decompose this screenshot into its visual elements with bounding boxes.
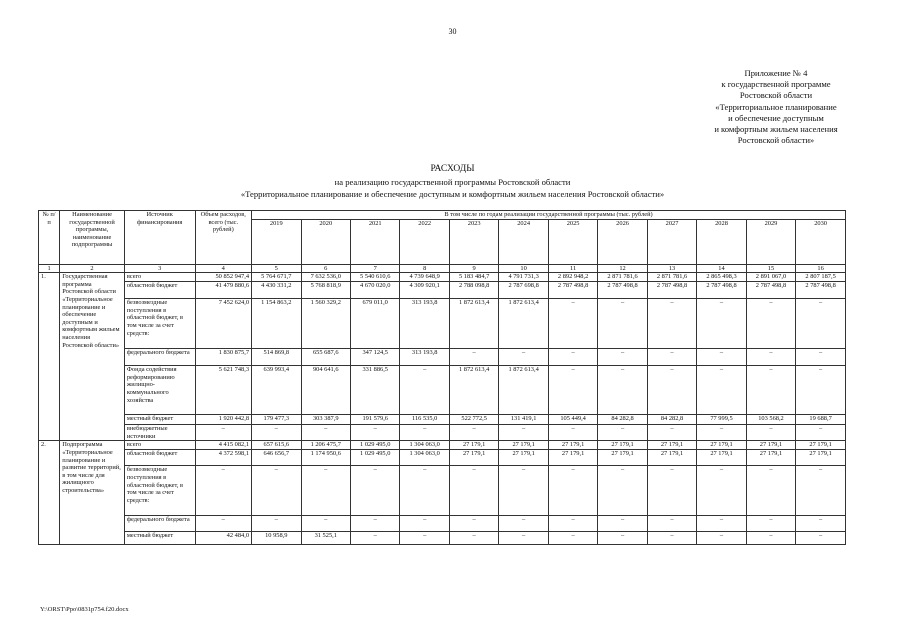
year-value: 19 688,7 — [796, 415, 846, 425]
year-value: 2 891 067,0 — [746, 273, 795, 282]
year-value: – — [598, 516, 647, 532]
appendix-line: к государственной программе — [721, 79, 831, 90]
header-year: 2019 — [252, 219, 301, 264]
year-value: – — [647, 366, 696, 415]
year-value: 4 670 020,0 — [350, 282, 399, 299]
year-value: 1 872 613,4 — [499, 299, 548, 349]
year-value: 27 179,1 — [697, 450, 746, 466]
volume-total: – — [195, 425, 252, 441]
volume-total: – — [195, 466, 252, 516]
year-value: 2 871 781,6 — [647, 273, 696, 282]
year-value: – — [252, 466, 301, 516]
funding-source: внебюджетные источники — [124, 425, 195, 441]
year-value: 179 477,3 — [252, 415, 301, 425]
year-value: 904 641,6 — [301, 366, 350, 415]
column-number: 11 — [548, 264, 597, 273]
volume-total: 1 830 875,7 — [195, 349, 252, 366]
year-value: 31 525,1 — [301, 532, 350, 545]
year-value: 522 772,5 — [449, 415, 498, 425]
year-value: 27 179,1 — [647, 450, 696, 466]
year-value: 655 687,6 — [301, 349, 350, 366]
year-value: 2 787 498,8 — [548, 282, 597, 299]
year-value: 2 787 698,8 — [499, 282, 548, 299]
header-year: 2024 — [499, 219, 548, 264]
year-value: 2 871 781,6 — [598, 273, 647, 282]
column-numbers-row — [39, 264, 846, 273]
year-value: 5 183 484,7 — [449, 273, 498, 282]
year-value: – — [301, 425, 350, 441]
volume-total: 50 852 947,4 — [195, 273, 252, 282]
column-number: 1 — [39, 264, 60, 273]
year-value: – — [796, 425, 846, 441]
year-value: 4 739 648,9 — [400, 273, 449, 282]
column-number: 7 — [350, 264, 399, 273]
volume-total: 41 479 880,6 — [195, 282, 252, 299]
column-number: 13 — [647, 264, 696, 273]
expenses-table — [38, 210, 846, 545]
year-value: – — [548, 516, 597, 532]
year-value: 27 179,1 — [548, 450, 597, 466]
year-value: – — [449, 466, 498, 516]
year-value: 27 179,1 — [746, 441, 795, 450]
year-value: 1 872 613,4 — [449, 366, 498, 415]
year-value: 2 892 948,2 — [548, 273, 597, 282]
year-value: 1 872 613,4 — [499, 366, 548, 415]
year-value: – — [598, 425, 647, 441]
year-value: 657 615,6 — [252, 441, 301, 450]
year-value: – — [697, 532, 746, 545]
year-value: – — [499, 466, 548, 516]
year-value: – — [449, 532, 498, 545]
header-year: 2020 — [301, 219, 350, 264]
appendix-line: и обеспечение доступным — [728, 112, 824, 123]
year-value: 4 309 920,1 — [400, 282, 449, 299]
year-value: 5 768 818,9 — [301, 282, 350, 299]
header-source: Источник финансирования — [124, 211, 195, 265]
year-value: 2 788 098,8 — [449, 282, 498, 299]
column-number: 12 — [598, 264, 647, 273]
year-value: 7 632 536,0 — [301, 273, 350, 282]
table-row — [39, 349, 846, 366]
table-row — [39, 415, 846, 425]
year-value: 2 787 498,8 — [697, 282, 746, 299]
year-value: 1 872 613,4 — [449, 299, 498, 349]
header-row — [39, 211, 846, 220]
header-name: Наименование государственной программы, наименование подпрограммы — [60, 211, 125, 265]
column-number: 9 — [449, 264, 498, 273]
year-value: – — [598, 299, 647, 349]
year-value: 116 535,0 — [400, 415, 449, 425]
year-value: – — [548, 466, 597, 516]
year-value: – — [499, 349, 548, 366]
year-value: 313 193,8 — [400, 349, 449, 366]
year-value: 2 787 498,8 — [598, 282, 647, 299]
year-value: – — [301, 516, 350, 532]
year-value: – — [400, 425, 449, 441]
table-row — [39, 366, 846, 415]
year-value: 27 179,1 — [746, 450, 795, 466]
year-value: – — [598, 366, 647, 415]
appendix-line: Ростовской области — [739, 90, 813, 101]
year-value: 84 282,8 — [598, 415, 647, 425]
year-value: 1 304 063,0 — [400, 441, 449, 450]
year-value: 10 958,9 — [252, 532, 301, 545]
year-value: – — [647, 516, 696, 532]
header-year: 2027 — [647, 219, 696, 264]
year-value: 313 193,8 — [400, 299, 449, 349]
year-value: – — [301, 466, 350, 516]
volume-total: 1 920 442,8 — [195, 415, 252, 425]
column-number: 5 — [252, 264, 301, 273]
year-value: 331 886,5 — [350, 366, 399, 415]
header-volume: Объем расходов, всего (тыс. рублей) — [195, 211, 252, 265]
year-value: 2 865 498,3 — [697, 273, 746, 282]
year-value: – — [746, 349, 795, 366]
header-year: 2023 — [449, 219, 498, 264]
year-value: – — [350, 466, 399, 516]
volume-total: – — [195, 516, 252, 532]
volume-total: 5 621 748,3 — [195, 366, 252, 415]
year-value: 131 419,1 — [499, 415, 548, 425]
header-num: № п/п — [39, 211, 60, 265]
row-number: 1. — [39, 273, 60, 441]
column-number: 8 — [400, 264, 449, 273]
year-value: – — [796, 516, 846, 532]
year-value: – — [499, 516, 548, 532]
funding-source: областной бюджет — [124, 282, 195, 299]
year-value: – — [697, 349, 746, 366]
year-value: – — [400, 516, 449, 532]
header-year: 2021 — [350, 219, 399, 264]
year-value: – — [252, 516, 301, 532]
volume-total: 42 484,0 — [195, 532, 252, 545]
year-value: – — [499, 425, 548, 441]
funding-source: федерального бюджета — [124, 349, 195, 366]
year-value: 4 791 731,3 — [499, 273, 548, 282]
year-value: 27 179,1 — [598, 450, 647, 466]
year-value: 27 179,1 — [647, 441, 696, 450]
year-value: – — [598, 532, 647, 545]
funding-source: безвозмездные поступления в областной бюджет, в том числе за счет средств: — [124, 466, 195, 516]
year-value: 2 787 498,8 — [647, 282, 696, 299]
column-number: 4 — [195, 264, 252, 273]
year-value: 4 430 331,2 — [252, 282, 301, 299]
year-value: – — [647, 532, 696, 545]
header-year: 2029 — [746, 219, 795, 264]
year-value: – — [796, 466, 846, 516]
document-subtitle: на реализацию государственной программы Ростовской области — [334, 177, 571, 187]
year-value: – — [746, 516, 795, 532]
year-value: 103 568,2 — [746, 415, 795, 425]
funding-source: Фонда содействия реформированию жилищно-коммунального хозяйства — [124, 366, 195, 415]
table-row — [39, 282, 846, 299]
year-value: – — [350, 532, 399, 545]
year-value: 5 764 671,7 — [252, 273, 301, 282]
table-row — [39, 273, 846, 282]
year-value: – — [548, 299, 597, 349]
volume-total: 4 372 598,1 — [195, 450, 252, 466]
column-number: 2 — [60, 264, 125, 273]
year-value: 27 179,1 — [697, 441, 746, 450]
table-row — [39, 450, 846, 466]
year-value: 27 179,1 — [449, 450, 498, 466]
year-value: – — [796, 366, 846, 415]
document-title: РАСХОДЫ — [430, 164, 475, 174]
year-value: 27 179,1 — [796, 441, 846, 450]
year-value: – — [697, 516, 746, 532]
funding-source: местный бюджет — [124, 415, 195, 425]
appendix-line: «Территориальное планирование — [715, 101, 837, 112]
year-value: – — [746, 299, 795, 349]
header-year: 2022 — [400, 219, 449, 264]
year-value: – — [697, 366, 746, 415]
year-value: 27 179,1 — [449, 441, 498, 450]
year-value: – — [252, 425, 301, 441]
year-value: 5 540 610,6 — [350, 273, 399, 282]
row-number: 2. — [39, 441, 60, 545]
appendix-line: и комфортным жильем населения — [714, 124, 838, 135]
appendix-line: Приложение № 4 — [744, 68, 808, 78]
year-value: – — [548, 532, 597, 545]
year-value: 1 206 475,7 — [301, 441, 350, 450]
document-subtitle-program: «Территориальное планирование и обеспечение доступным и комфортным жильем населения Ростовской области» — [240, 189, 665, 199]
year-value: 1 174 950,6 — [301, 450, 350, 466]
year-value: 1 154 863,2 — [252, 299, 301, 349]
funding-source: всего — [124, 441, 195, 450]
program-name: Подпрограмма «Территориальное планирование и развитие территорий, в том числе для жилищного строительства» — [60, 441, 125, 545]
file-path: Y:\ORST\Ppo\0831p754.f20.docx — [40, 606, 129, 613]
table-row — [39, 299, 846, 349]
year-value: – — [796, 349, 846, 366]
table-row — [39, 516, 846, 532]
year-value: – — [598, 466, 647, 516]
year-value: 84 282,8 — [647, 415, 696, 425]
year-value: 679 011,0 — [350, 299, 399, 349]
year-value: 1 304 063,0 — [400, 450, 449, 466]
year-value: – — [548, 366, 597, 415]
year-value: – — [449, 349, 498, 366]
year-value: – — [647, 466, 696, 516]
column-number: 16 — [796, 264, 846, 273]
year-value: 639 993,4 — [252, 366, 301, 415]
year-value: 191 579,6 — [350, 415, 399, 425]
appendix-block — [686, 68, 866, 146]
page-number: 30 — [448, 27, 457, 36]
year-value: 27 179,1 — [499, 450, 548, 466]
year-value: – — [548, 425, 597, 441]
header-year: 2025 — [548, 219, 597, 264]
program-name: Государственная программа Ростовской области «Территориальное планирование и обеспечение доступным и комфортным жильем населения Ростовской области» — [60, 273, 125, 441]
year-value: – — [697, 466, 746, 516]
year-value: 303 387,9 — [301, 415, 350, 425]
column-number: 10 — [499, 264, 548, 273]
year-value: – — [647, 425, 696, 441]
year-value: – — [796, 532, 846, 545]
year-value: 514 869,8 — [252, 349, 301, 366]
year-value: 2 787 498,8 — [746, 282, 795, 299]
year-value: 105 449,4 — [548, 415, 597, 425]
year-value: 77 999,5 — [697, 415, 746, 425]
year-value: 646 656,7 — [252, 450, 301, 466]
table-row — [39, 532, 846, 545]
funding-source: всего — [124, 273, 195, 282]
year-value: – — [350, 425, 399, 441]
year-value: – — [400, 532, 449, 545]
column-number: 6 — [301, 264, 350, 273]
year-value: – — [400, 466, 449, 516]
year-value: – — [746, 366, 795, 415]
funding-source: местный бюджет — [124, 532, 195, 545]
year-value: – — [746, 425, 795, 441]
year-value: – — [697, 425, 746, 441]
year-value: 27 179,1 — [499, 441, 548, 450]
year-value: 27 179,1 — [598, 441, 647, 450]
funding-source: федерального бюджета — [124, 516, 195, 532]
column-number: 14 — [697, 264, 746, 273]
volume-total: 7 452 624,0 — [195, 299, 252, 349]
year-value: – — [499, 532, 548, 545]
year-value: – — [796, 299, 846, 349]
funding-source: безвозмездные поступления в областной бюджет, в том числе за счет средств: — [124, 299, 195, 349]
year-value: – — [548, 349, 597, 366]
header-year: 2030 — [796, 219, 846, 264]
year-value: – — [598, 349, 647, 366]
year-value: – — [697, 299, 746, 349]
header-by-years: В том числе по годам реализации государственной программы (тыс. рублей) — [252, 211, 846, 220]
year-value: 27 179,1 — [796, 450, 846, 466]
header-year: 2026 — [598, 219, 647, 264]
year-value: 1 029 495,0 — [350, 441, 399, 450]
year-value: – — [647, 349, 696, 366]
year-value: – — [746, 466, 795, 516]
table-row — [39, 441, 846, 450]
column-number: 3 — [124, 264, 195, 273]
year-value: – — [449, 516, 498, 532]
column-number: 15 — [746, 264, 795, 273]
year-value: – — [647, 299, 696, 349]
year-value: 1 560 329,2 — [301, 299, 350, 349]
year-value: 1 029 495,0 — [350, 450, 399, 466]
year-value: 347 124,5 — [350, 349, 399, 366]
table-row — [39, 466, 846, 516]
appendix-line: Ростовской области» — [737, 135, 815, 146]
year-value: 2 807 187,5 — [796, 273, 846, 282]
year-value: – — [400, 366, 449, 415]
year-value: – — [746, 532, 795, 545]
header-year: 2028 — [697, 219, 746, 264]
volume-total: 4 415 082,1 — [195, 441, 252, 450]
year-value: – — [449, 425, 498, 441]
year-value: 2 787 498,8 — [796, 282, 846, 299]
table-row — [39, 425, 846, 441]
funding-source: областной бюджет — [124, 450, 195, 466]
year-value: 27 179,1 — [548, 441, 597, 450]
year-value: – — [350, 516, 399, 532]
